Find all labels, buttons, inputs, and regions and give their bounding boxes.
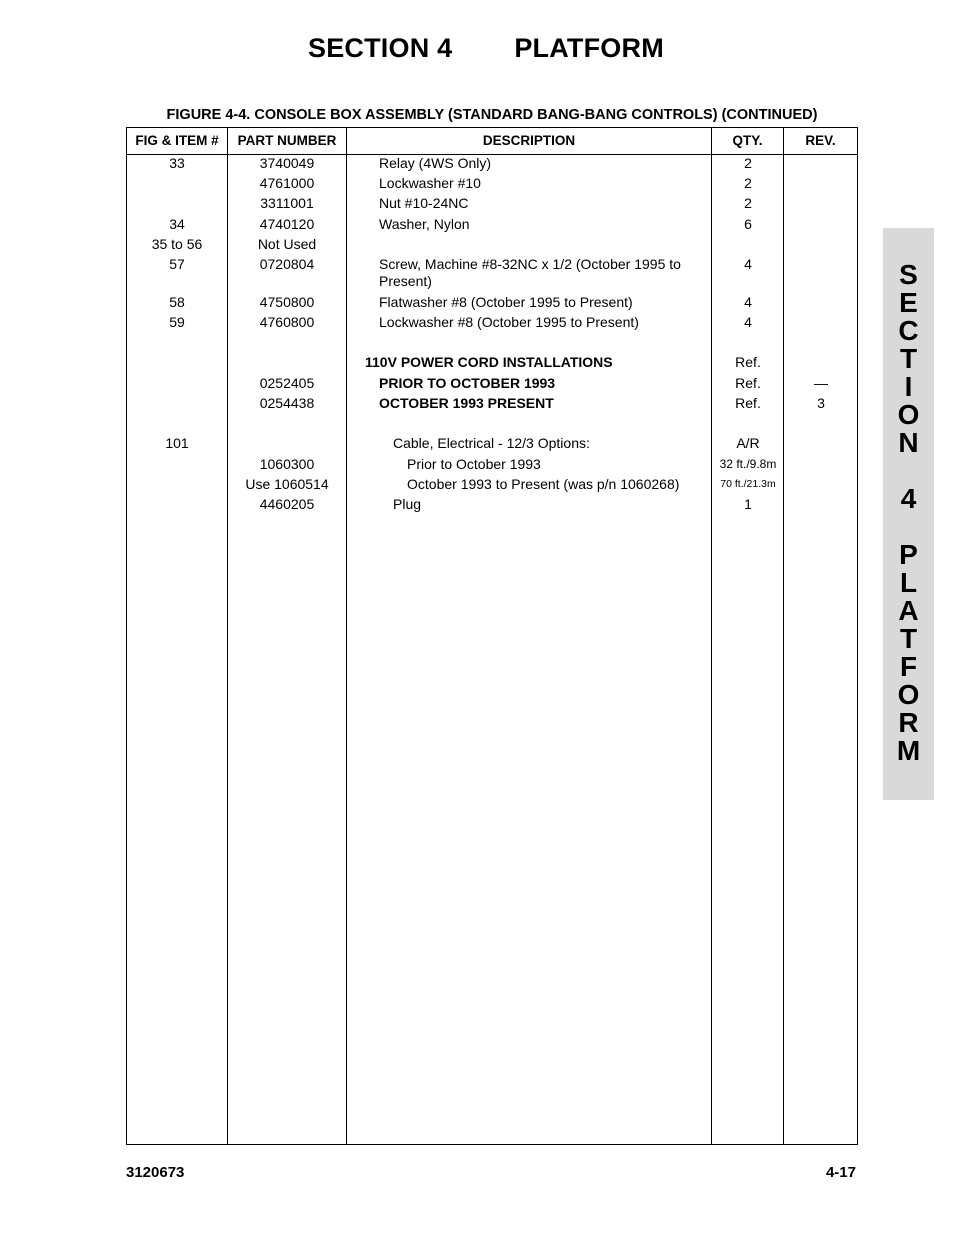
description-cell: Prior to October 1993 xyxy=(407,456,541,472)
side-tab-letter: P xyxy=(899,539,918,570)
part-number-cell: 4460205 xyxy=(259,496,315,512)
description-cell: Screw, Machine #8-32NC x 1/2 (October 1995 to Present) xyxy=(379,256,681,289)
description-cell: PRIOR TO OCTOBER 1993 xyxy=(379,375,556,391)
side-tab-letter: C xyxy=(898,315,919,346)
qty-cell: A/R xyxy=(736,435,760,451)
side-tab-letter: F xyxy=(899,651,918,682)
section-title xyxy=(308,33,664,64)
column-header-rev: REV. xyxy=(805,133,836,148)
qty-cell: 4 xyxy=(744,294,752,310)
side-tab-letter: E xyxy=(899,287,918,318)
part-number-cell: Not Used xyxy=(257,236,317,252)
column-header-qty: QTY. xyxy=(732,133,763,148)
section-side-tab xyxy=(883,228,934,800)
qty-cell: 2 xyxy=(744,175,752,191)
column-divider xyxy=(227,128,228,1144)
qty-cell: 32 ft./9.8m xyxy=(719,457,777,471)
section-name: PLATFORM xyxy=(514,33,664,63)
rev-cell: — xyxy=(814,375,828,391)
side-tab-letter: T xyxy=(899,623,918,654)
fig-item-cell: 57 xyxy=(169,256,185,272)
part-number-cell: 4740120 xyxy=(259,216,315,232)
column-header-fig-item: FIG & ITEM # xyxy=(135,133,219,148)
figure-title: FIGURE 4-4. CONSOLE BOX ASSEMBLY (STANDARD BANG-BANG CONTROLS) (CONTINUED) xyxy=(166,107,818,123)
side-tab-letter: R xyxy=(898,707,919,738)
page-number: 4-17 xyxy=(825,1164,856,1181)
part-number-cell: 0720804 xyxy=(259,256,315,272)
qty-cell: 1 xyxy=(744,496,752,512)
part-number-cell: 0254438 xyxy=(259,395,315,411)
column-divider xyxy=(783,128,784,1144)
side-tab-letter: T xyxy=(899,343,918,374)
side-tab-letter xyxy=(883,513,934,541)
part-number-cell: 4750800 xyxy=(259,294,315,310)
qty-cell: Ref. xyxy=(735,375,761,391)
description-cell: Flatwasher #8 (October 1995 to Present) xyxy=(379,294,633,310)
column-header-description: DESCRIPTION xyxy=(482,133,576,148)
description-cell: Lockwasher #8 (October 1995 to Present) xyxy=(379,314,639,330)
part-number-cell: 0252405 xyxy=(259,375,315,391)
description-cell: Nut #10-24NC xyxy=(379,195,469,211)
part-number-cell: 1060300 xyxy=(259,456,315,472)
part-number-cell: 4761000 xyxy=(259,175,315,191)
description-cell: October 1993 to Present (was p/n 1060268) xyxy=(407,476,680,492)
side-tab-letter: A xyxy=(898,595,919,626)
side-tab-letter: O xyxy=(897,679,920,710)
qty-cell: Ref. xyxy=(735,354,761,370)
side-tab-letter: M xyxy=(896,735,921,766)
side-tab-letter: N xyxy=(898,427,919,458)
parts-table xyxy=(126,127,858,1145)
side-tab-letter: 4 xyxy=(900,483,917,514)
part-number-cell: Use 1060514 xyxy=(245,476,329,492)
qty-cell: 6 xyxy=(744,216,752,232)
side-tab-letter: S xyxy=(899,259,918,290)
part-number-cell: 3740049 xyxy=(259,155,315,171)
fig-item-cell: 33 xyxy=(169,155,185,171)
part-number-cell: 3311001 xyxy=(260,195,314,211)
rev-cell: 3 xyxy=(817,395,825,411)
column-divider xyxy=(346,128,347,1144)
side-tab-letter: I xyxy=(904,371,913,402)
description-cell: Relay (4WS Only) xyxy=(379,155,492,171)
fig-item-cell: 101 xyxy=(165,435,189,451)
description-cell: Cable, Electrical - 12/3 Options: xyxy=(393,435,590,451)
description-cell: 110V POWER CORD INSTALLATIONS xyxy=(365,354,613,370)
qty-cell: 2 xyxy=(744,155,752,171)
fig-item-cell: 35 to 56 xyxy=(151,236,203,252)
description-cell: Lockwasher #10 xyxy=(379,175,481,191)
fig-item-cell: 59 xyxy=(169,314,185,330)
document-number: 3120673 xyxy=(126,1164,185,1181)
qty-cell: 70 ft./21.3m xyxy=(720,478,776,490)
qty-cell: 4 xyxy=(744,314,752,330)
fig-item-cell: 58 xyxy=(169,294,185,310)
qty-cell: 2 xyxy=(744,195,752,211)
column-divider xyxy=(711,128,712,1144)
qty-cell: 4 xyxy=(744,256,752,272)
column-header-part-number: PART NUMBER xyxy=(237,133,337,148)
side-tab-letter: L xyxy=(899,567,918,598)
description-cell: OCTOBER 1993 PRESENT xyxy=(379,395,554,411)
qty-cell: Ref. xyxy=(735,395,761,411)
description-cell: Plug xyxy=(393,496,422,512)
description-cell: Washer, Nylon xyxy=(379,216,470,232)
fig-item-cell: 34 xyxy=(169,216,185,232)
side-tab-letter: O xyxy=(897,399,920,430)
part-number-cell: 4760800 xyxy=(259,314,315,330)
section-label: SECTION 4 xyxy=(308,33,453,63)
side-tab-letter xyxy=(883,457,934,485)
